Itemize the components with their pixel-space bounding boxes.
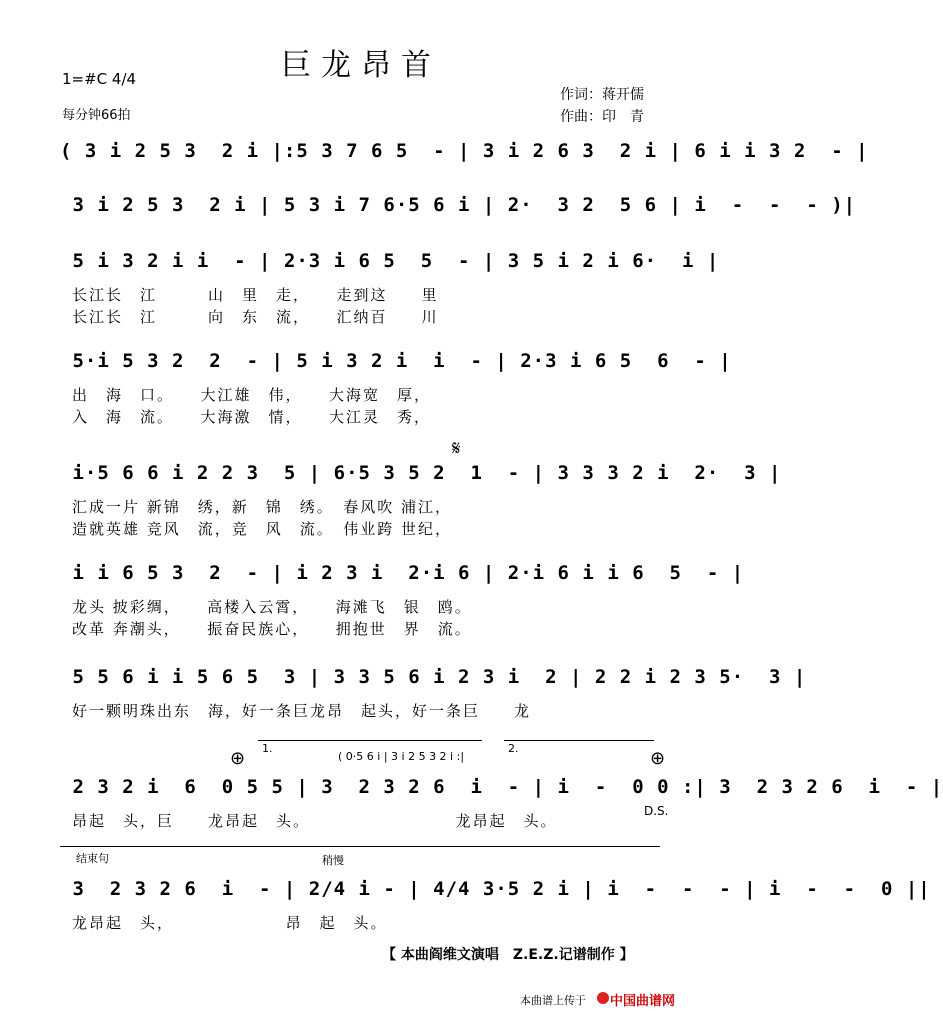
notation-row: 2 3 2 i 6 0 5 5 | 3 2 3 2 6 i - | i - 0 0 :| 3 2 3 2 6 i - | (60, 776, 943, 798)
volta-2-label: 2. (508, 742, 519, 755)
lyric-line: 汇成一片 新锦 绣，新 锦 绣。 春风吹 浦江， (72, 498, 453, 516)
notation-row: 5 i 3 2 i i - | 2·3 i 6 5 5 - | 3 5 i 2 i 6· i | (60, 250, 720, 272)
tempo-marking: 每分钟66拍 (62, 108, 131, 123)
coda-sign-start: ⊕ (230, 748, 246, 769)
lyric-line: 龙头 披彩绸， 高楼入云霄， 海滩飞 银 鸥。 (72, 598, 472, 616)
lyric-line: 昂起 头，巨 龙昂起 头。 龙昂起 头。 (72, 812, 558, 830)
notation-row: 3 2 3 2 6 i - | 2/4 i - | 4/4 3·5 2 i | i - - - | i - - 0 || (60, 878, 931, 900)
lyric-line: 造就英雄 竞风 流，竞 风 流。 伟业跨 世纪， (72, 520, 453, 538)
lyricist-credit: 作词：蒋开儒 (560, 87, 644, 103)
lyric-line: 出 海 口。 大江雄 伟， 大海宽 厚， (72, 386, 432, 404)
ending-section-label: 结束句 (76, 852, 109, 865)
lyric-line: 龙昂起 头， 昂 起 头。 (72, 914, 388, 932)
credit-line: 【 本曲阎维文演唱 Z.E.Z.记谱制作 】 (382, 947, 634, 963)
coda-sign-end: ⊕ (650, 748, 666, 769)
notation-row: i i 6 5 3 2 - | i 2 3 i 2·i 6 | 2·i 6 i i 6 5 - | (60, 562, 745, 584)
lyric-line: 长江长 江 山 里 走， 走到这 里 (72, 286, 439, 304)
segno-sign: 𝄋 (452, 436, 461, 460)
key-signature: 1=#C 4/4 (62, 70, 137, 88)
notation-row: 3 i 2 5 3 2 i | 5 3 i 7 6·5 6 i | 2· 3 2 5 6 | i - - - )| (60, 194, 857, 216)
interlude-notation: ( 0·5 6 i | 3 i 2 5 3 2 i :| (338, 750, 465, 763)
notation-row: ( 3 i 2 5 3 2 i |:5 3 7 6 5 - | 3 i 2 6 3 2 i | 6 i i 3 2 - | (60, 140, 869, 162)
lyric-line: 好一颗明珠出东 海，好一条巨龙昂 起头，好一条巨 龙 (72, 702, 532, 720)
composer-credit: 作曲：印 青 (560, 109, 644, 125)
lyric-line: 入 海 流。 大海激 情， 大江灵 秀， (72, 408, 432, 426)
notation-row: i·5 6 6 i 2 2 3 5 | 6·5 3 5 2 1 - | 3 3 3 2 i 2· 3 | (60, 462, 782, 484)
notation-row: 5 5 6 i i 5 6 5 3 | 3 3 5 6 i 2 3 i 2 | 2 2 i 2 3 5· 3 | (60, 666, 807, 688)
song-title: 巨龙昂首 (281, 48, 441, 83)
ritardando-label: 稍慢 (322, 854, 344, 867)
notation-row: 5·i 5 3 2 2 - | 5 i 3 2 i i - | 2·3 i 6 5 6 - | (60, 350, 732, 372)
upload-note: 本曲谱上传于 (520, 994, 586, 1007)
lyric-line: 长江长 江 向 东 流， 汇纳百 川 (72, 308, 439, 326)
lyric-line: 改革 奔潮头， 振奋民族心， 拥抱世 界 流。 (72, 620, 472, 638)
site-logo: 中国曲谱网 (610, 994, 676, 1009)
dal-segno-label: D.S. (644, 804, 669, 818)
site-logo-icon (597, 992, 609, 1004)
volta-1-label: 1. (262, 742, 273, 755)
